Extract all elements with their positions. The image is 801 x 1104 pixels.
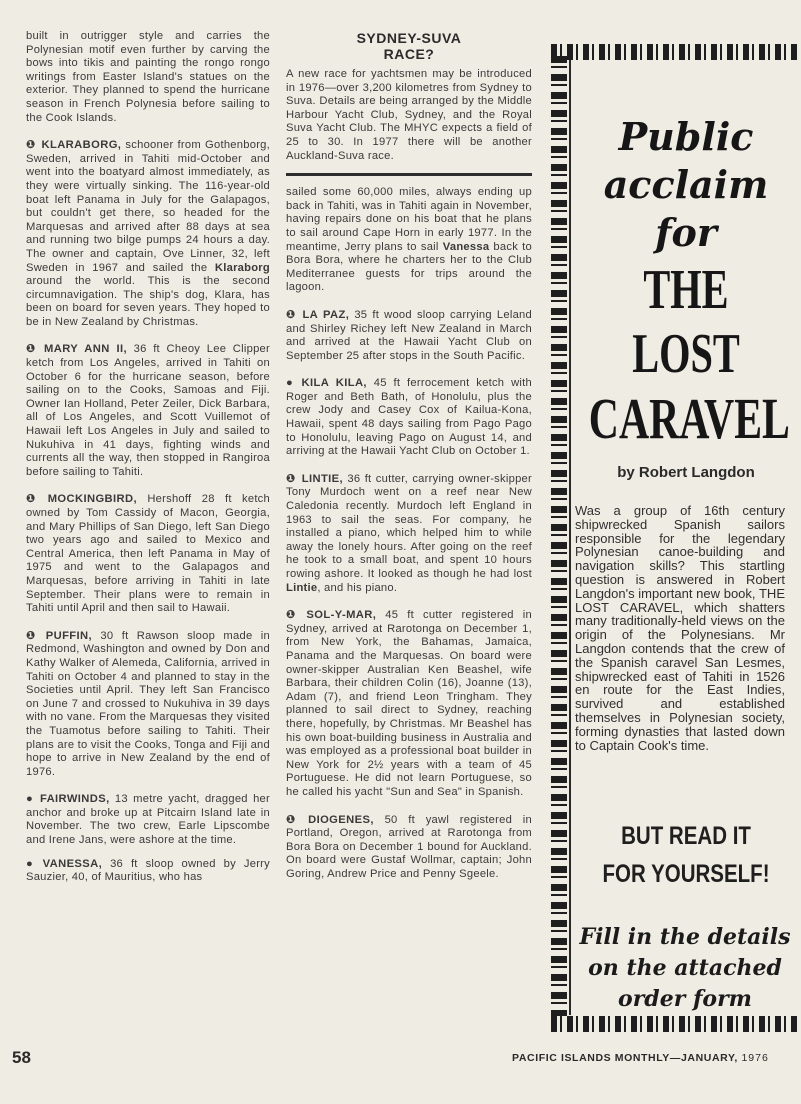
yacht-name: MARY ANN II, [44, 343, 128, 356]
entry-text: Hershoff 28 ft ketch owned by Tom Cassidy of Macon, Georgia, and Mary Phillips of San Diego, left San Diego two years ago and sailed to Mexico and Central America, then left Panama in May of 1975 and went to the Galapagos and Marquesas, before arriving in Tahiti in late September. Their plans were to remain in Tahiti until April and then sail to Hawaii. [26, 493, 270, 615]
bullet-icon: ❶ [26, 493, 43, 506]
bullet-icon: ● [286, 377, 297, 390]
entry-text: 36 ft sloop owned by Jerry Sauzier, 40, of Mauritius, who has [26, 857, 270, 884]
vanessa-continuation [286, 186, 532, 295]
page-footer [0, 1048, 801, 1068]
yacht-name: SOL-Y-MAR, [306, 609, 377, 622]
book-title-the: THE [643, 259, 729, 321]
ad-headline-for: for [655, 210, 717, 255]
entry-text: sailed some 60,000 miles, always ending up back in Tahiti, was in Tahiti again in November, having repairs done on his boat that he plans to sail around Cape Horn in early 1977. In the meantime, Jerry plans to sail [286, 186, 532, 253]
entry-text: 36 ft cutter, carrying owner-skipper Tony Murdoch went on a reef near New Caledonia recently. Murdoch left England in 1963 to sail the seas. For company, he installed a piano, which helped him to while away the lonely hours. After going on the reef he took to a small boat, and spent 10 hours rowing ashore. It looked as though he had lost [286, 472, 532, 580]
entry-text: back to Bora Bora, where he charters her to the Club Mediterranee guests for trips around the lagoon. [286, 240, 532, 294]
bullet-icon: ● [26, 793, 35, 806]
yacht-name: VANESSA, [42, 857, 103, 870]
entry-text: 45 ft cutter registered in Sydney, arrived at Rarotonga on December 1, from New York, the Bahamas, Jamaica, Panama and the Marquesas. On board were owner-skipper Australian Ken Beashel, wife Barbara, their children Colin (16), Joanne (13), Adam (7), and friend Leon Tringham. They planned to sail direct to Sydney, reaching there, hopefully, by Christmas. Mr Beashel has his own boat-building business in Australia and was employed as a professional boat builder in New York for 2½ years with a team of 45 Portuguese. He did not learn Portuguese, so he called his yacht "Sun and Sea" in Spanish. [286, 609, 532, 798]
entry-mary-ann [26, 343, 270, 479]
book-advertisement [551, 42, 799, 1032]
order-line: order form [618, 986, 752, 1012]
decorative-border-left [551, 56, 567, 1016]
bullet-icon: ❶ [26, 343, 39, 356]
bullet-icon: ❶ [286, 472, 297, 485]
entry-text: 50 ft yawl registered in Portland, Oregon, arrived at Rarotonga from Bora Bora on December 1 bound for Auckland. On board were Gustaf Wollmar, captain; John Goring, Andrew Price and Penny Sgeele. [286, 813, 532, 880]
entry-diogenes [286, 814, 532, 882]
ad-call-to-action-line2: FOR YOURSELF! [602, 860, 770, 888]
race-title-line: SYDNEY-SUVA [356, 30, 462, 46]
bullet-icon: ❶ [26, 139, 37, 152]
entry-text: 30 ft Rawson sloop made in Redmond, Washington and owned by Don and Kathy Walker of Alemeda, California, arrived in Tahiti on October 4 and planned to stay in the Societies until April. They left San Francisco on June 7 and crossed to Nukuhiva in 39 days with no vane. From the Marquesas they visited the Tuamotus before sailing to Tahiti. Their plans are to visit the Cooks, Tonga and Fiji and hope to arrive in New Zealand by the end of 1976. [26, 629, 270, 778]
section-divider [286, 173, 532, 176]
race-title-line: RACE? [383, 46, 435, 62]
race-section-title [286, 30, 532, 62]
yacht-name: FAIRWINDS, [39, 793, 110, 806]
publication-year: 1976 [741, 1052, 769, 1064]
entry-lintie [286, 473, 532, 595]
ad-headline-acclaim: acclaim [603, 162, 769, 207]
entry-text: 36 ft Cheoy Lee Clipper ketch from Los Angeles, arrived in Tahiti on October 6 for the hurricane season, before sailing on to the Cooks, Samoas and Fiji. Owner Ian Holland, Peter Zeiler, Dick Barbara, all of Los Angeles, and Scott Vuillemot of Hawaii left Los Angeles in July and sailed to Nukuhiva in 41 days, fighting winds and currents all the way, then stopped in Rangiroa before sailing to Tahiti. [26, 343, 270, 478]
order-line: Fill in the details [579, 924, 791, 950]
entry-kila-kila [286, 377, 532, 459]
order-line: on the attached [588, 955, 782, 981]
entry-text: 13 metre yacht, dragged her anchor and broke up at Pitcairn Island late in November. The two crew, Earle Lipscombe and Irene Jans, were ashore at the time. [26, 793, 270, 847]
publication-title [512, 1052, 769, 1064]
ad-headline-public: Public [618, 114, 754, 159]
column-middle [286, 30, 532, 895]
yacht-name-inline: Klaraborg [214, 261, 270, 274]
book-title-lost: LOST [632, 323, 740, 385]
bullet-icon: ❶ [26, 629, 41, 642]
bullet-icon: ● [26, 857, 38, 870]
yacht-name: LINTIE, [301, 472, 344, 485]
intro-paragraph: built in outrigger style and carries the Polynesian motif even further by carving the bows into tikis and painting the rongo rongo writings from Easter Island's statues on the exterior. They planned to spend the hurricane season in French Polynesia before sailing to the Cook Islands. [26, 30, 270, 124]
ad-call-to-action-line1: BUT READ IT [621, 822, 751, 850]
bullet-icon: ❶ [286, 609, 302, 622]
entry-puffin [26, 630, 270, 780]
race-paragraph: A new race for yachtsmen may be introduced in 1976—over 3,200 kilometres from Sydney to Suva. Details are being arranged by the Middle Harbour Yacht Club, Sydney, and the Royal Suva Yacht Club. The MHYC expects a field of 25 to 30. In 1977 there will be another Auckland-Suva race. [286, 68, 532, 162]
yacht-name: KLARABORG, [41, 139, 122, 152]
entry-text: 45 ft ferrocement ketch with Roger and Beth Bath, of Honolulu, plus the crew Jody and Casey Cox of Kailua-Kona, Hawaii, spent 48 days sailing from Pago Pago to Honolulu, leaving Pago on August 14, and arriving at the Hawaii Yacht Club on October 1. [286, 377, 532, 458]
entry-fairwinds [26, 793, 270, 847]
bullet-icon: ❶ [286, 813, 304, 826]
yacht-name-inline: Lintie [286, 581, 318, 594]
advertisement-content [569, 60, 799, 1015]
bullet-icon: ❶ [286, 308, 298, 321]
ad-body-text: Was a group of 16th century shipwrecked Spanish sailors responsible for the legendary Polynesian canoe-building and navigation skills? This startling question is answered in Robert Langdon's important new book, THE LOST CARAVEL, which shatters many traditionally-held views on the origin of the Polynesians. Mr Langdon contends that the crew of the Spanish caravel San Lesmes, shipwrecked east of Tahiti in 1526 en route for the East Indies, survived and established themselves in Polynesian society, forming dynasties that lasted down to Captain Cook's time. [575, 503, 785, 753]
entry-sol-y-mar [286, 609, 532, 799]
order-form-instruction [565, 922, 801, 1015]
yacht-name-inline: Vanessa [442, 240, 490, 253]
yacht-name: PUFFIN, [45, 629, 93, 642]
publication-name: PACIFIC ISLANDS MONTHLY—JANUARY, [512, 1052, 742, 1064]
decorative-border-top [551, 44, 799, 60]
yacht-name: LA PAZ, [302, 308, 350, 321]
yacht-name: KILA KILA, [301, 377, 367, 390]
entry-text: 35 ft wood sloop carrying Leland and Shirley Richey left New Zealand in March and arrived at the Hawaii Yacht Club on September 25 after stops in the South Pacific. [286, 308, 532, 362]
book-author: by Robert Langdon [617, 464, 755, 481]
decorative-border-bottom [551, 1016, 799, 1032]
yacht-name: DIOGENES, [308, 813, 374, 826]
page-number: 58 [12, 1048, 31, 1067]
entry-text: schooner from Gothenborg, Sweden, arrived in Tahiti mid-October and went into the boatyard almost immediately, as they were virtually sinking. The 116-year-old boat left Panama in July for the Galapagos, but couldn't get there, so headed for the Marquesas and arrived after 88 days at sea and running two bilge pumps 24 hours a day. The owner and captain, Ove Linner, 32, left Sweden in 1967 and sailed the [26, 139, 270, 274]
entry-mockingbird [26, 493, 270, 615]
entry-text: around the world. This is the second circumnavigation. The ship's dog, Klara, has been on board for seven years. They hoped to be in New Zealand by Christmas. [26, 275, 270, 328]
entry-text: , and his piano. [317, 581, 398, 594]
entry-la-paz [286, 309, 532, 363]
column-left [26, 30, 270, 899]
entry-klaraborg [26, 139, 270, 329]
entry-vanessa [26, 858, 270, 885]
yacht-name: MOCKINGBIRD, [47, 493, 138, 506]
book-title-caravel: CARAVEL [588, 386, 790, 451]
